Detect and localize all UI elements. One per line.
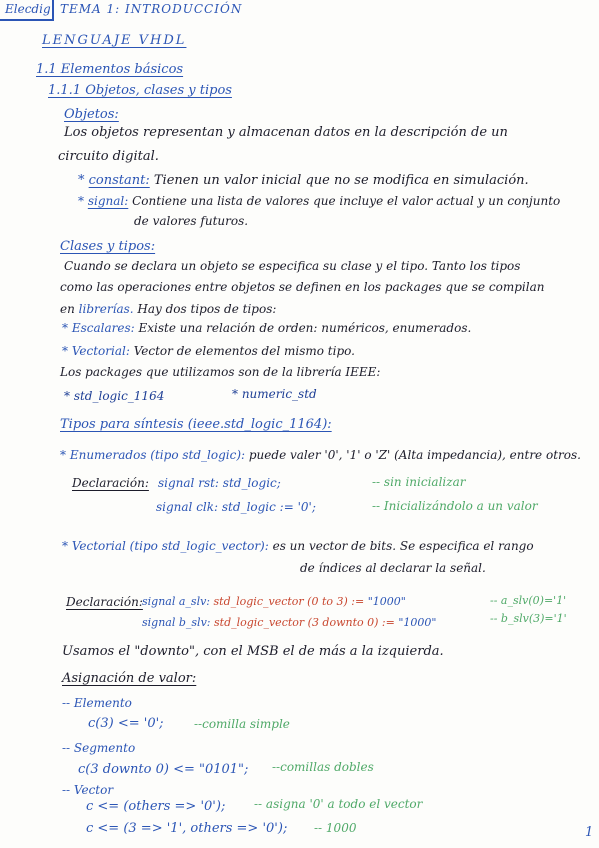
decl3-value: "1000" <box>367 595 406 608</box>
bullet-star-icon: * <box>62 539 68 553</box>
code-elemento: c(3) <= '0'; <box>88 716 164 731</box>
vect-desc-2: de índices al declarar la señal. <box>300 561 486 575</box>
objetos-text-2: circuito digital. <box>58 149 159 164</box>
clases-text-3-pre: en <box>60 302 75 316</box>
vectorial-item <box>62 345 355 357</box>
objetos-text-1: Los objetos representan y almacenan datos en la descripción de un <box>64 125 508 140</box>
code-vector-2-comment: -- 1000 <box>314 821 357 835</box>
asignacion-heading: Asignación de valor: <box>62 671 197 686</box>
code-vector-comment: -- asigna '0' a todo el vector <box>254 797 423 811</box>
vectorial-term: Vectorial: <box>71 344 130 358</box>
decl1-code: signal rst: std_logic; <box>158 476 281 490</box>
decl4-signal: signal b_slv: <box>142 616 211 629</box>
decl-label-2: Declaración: <box>66 595 143 609</box>
signal-desc-2: de valores futuros. <box>134 214 249 228</box>
decl3-comment: -- a_slv(0)='1' <box>490 594 567 607</box>
comment-vector: -- Vector <box>62 783 114 797</box>
header-underline <box>0 19 54 21</box>
vect-term: Vectorial (tipo std_logic_vector): <box>71 539 269 553</box>
bullet-star-icon: * <box>78 194 84 208</box>
subsection-title: 1.1.1 Objetos, clases y tipos <box>48 83 232 98</box>
section-title: 1.1 Elementos básicos <box>36 62 184 77</box>
bullet-star-icon: * <box>78 173 85 188</box>
decl3-signal: signal a_slv: <box>142 595 211 608</box>
signal-term: signal: <box>87 194 129 208</box>
comment-segmento: -- Segmento <box>62 741 136 755</box>
topic-title: TEMA 1: INTRODUCCIÓN <box>60 2 243 16</box>
pkg-numeric-label: numeric_std <box>241 387 317 401</box>
decl4-value: "1000" <box>398 616 437 629</box>
enum-term: Enumerados (tipo std_logic): <box>69 448 246 462</box>
constant-desc: Tienen un valor inicial que no se modifica en simulación. <box>153 173 529 188</box>
decl4-line <box>142 617 436 628</box>
vectorial-desc: Vector de elementos del mismo tipo. <box>133 344 355 358</box>
sintesis-heading: Tipos para síntesis (ieee.std_logic_1164): <box>60 417 332 432</box>
decl4-type: std_logic_vector (3 downto 0) := <box>214 616 395 629</box>
objetos-heading: Objetos: <box>64 107 119 122</box>
clases-text-3-post: Hay dos tipos de tipos: <box>137 302 277 316</box>
page-title: LENGUAJE VHDL <box>42 33 187 48</box>
clases-heading: Clases y tipos: <box>60 239 156 254</box>
constant-term: constant: <box>88 173 150 188</box>
code-elemento-comment: --comilla simple <box>194 717 290 731</box>
pkg-std-logic-label: std_logic_1164 <box>73 389 165 403</box>
vect-item <box>62 540 534 552</box>
enum-desc: puede valer '0', '1' o 'Z' (Alta impedancia), entre otros. <box>248 448 581 462</box>
decl2-code: signal clk: std_logic := '0'; <box>156 500 316 514</box>
decl1-comment: -- sin inicializar <box>372 475 466 489</box>
signal-desc-1: Contiene una lista de valores que incluye el valor actual y un conjunto <box>132 194 561 208</box>
decl4-comment: -- b_slv(3)='1' <box>490 612 567 625</box>
packages-text: Los packages que utilizamos son de la librería IEEE: <box>60 365 381 379</box>
header-divider <box>52 0 54 20</box>
signal-item <box>78 195 560 207</box>
clases-text-1: Cuando se declara un objeto se especifica su clase y el tipo. Tanto los tipos <box>64 259 521 273</box>
pkg-numeric: * numeric_std <box>232 387 317 401</box>
comment-elemento: -- Elemento <box>62 696 132 710</box>
decl-label-1: Declaración: <box>72 476 149 490</box>
decl3-type: std_logic_vector (0 to 3) := <box>213 595 365 608</box>
code-segmento: c(3 downto 0) <= "0101"; <box>78 762 249 777</box>
downto-text: Usamos el "downto", con el MSB el de más a la izquierda. <box>62 644 444 659</box>
escalares-term: Escalares: <box>71 321 135 335</box>
enum-item <box>60 449 581 461</box>
bullet-star-icon: * <box>62 321 68 335</box>
decl2-comment: -- Inicializándolo a un valor <box>372 499 538 513</box>
decl-line-1 <box>158 477 281 489</box>
bullet-star-icon: * <box>62 344 68 358</box>
vect-desc-1: es un vector de bits. Se especifica el rango <box>272 539 534 553</box>
clases-text-2: como las operaciones entre objetos se definen en los packages que se compilan <box>60 280 545 294</box>
clases-text-3 <box>60 303 276 315</box>
page-number: 1 <box>585 825 594 840</box>
bullet-star-icon: * <box>60 448 66 462</box>
pkg-std-logic: * std_logic_1164 <box>64 389 165 403</box>
constant-item <box>78 174 529 187</box>
code-vector-2: c <= (3 => '1', others => '0'); <box>86 821 288 836</box>
librerias-link: librerías. <box>78 302 134 316</box>
decl3-line <box>142 596 406 607</box>
escalares-item <box>62 322 471 334</box>
escalares-desc: Existe una relación de orden: numéricos, enumerados. <box>138 321 472 335</box>
code-vector: c <= (others => '0'); <box>86 799 226 814</box>
code-segmento-comment: --comillas dobles <box>272 760 374 774</box>
subject-label: Elecdig <box>5 2 51 16</box>
